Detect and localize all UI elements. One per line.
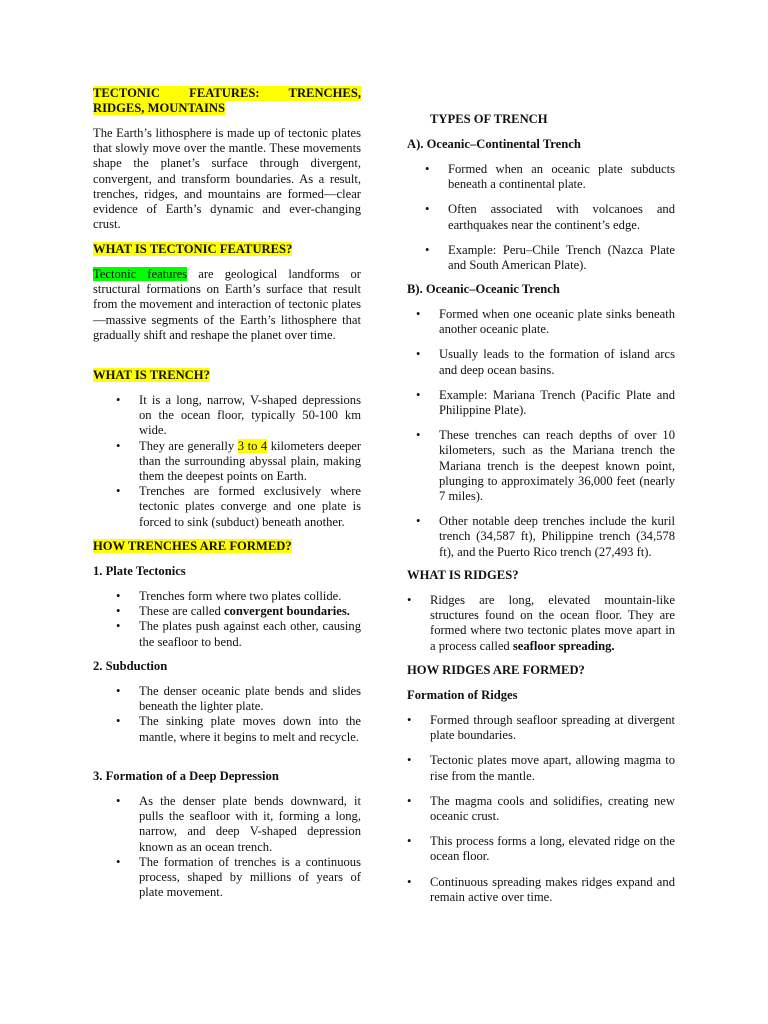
list-item: • Example: Peru–Chile Trench (Nazca Plate and South American Plate). (407, 243, 675, 273)
document-title (93, 86, 361, 116)
list-item (407, 593, 675, 654)
subheading-formation-of-ridges: Formation of Ridges (407, 688, 518, 702)
list-item-text: kilometers deeper than the surrounding abyssal plain, making them the deepest points on Earth. (139, 438, 362, 484)
ridges-list (407, 593, 675, 664)
list-item: • Formed through seafloor spreading at divergent plate boundaries. (407, 713, 675, 743)
heading-ridges: WHAT IS RIDGES? (407, 568, 519, 582)
heading-how-trenches (93, 539, 292, 554)
heading-tectonic-features (93, 242, 292, 257)
subduction-list (93, 684, 361, 745)
list-item: • Other notable deep trenches include the kuril trench (34,587 ft), Philippine trench (34,578 ft), and the Puerto Rico trench (27,493 ft). (407, 514, 675, 560)
list-item: • The sinking plate moves down into the mantle, where it begins to melt and recycle. (93, 714, 361, 744)
list-item (93, 604, 361, 619)
list-item: • Formed when one oceanic plate sinks beneath another oceanic plate. (407, 307, 675, 337)
list-item: • This process forms a long, elevated ridge on the ocean floor. (407, 834, 675, 864)
bold-term: convergent boundaries. (223, 604, 350, 619)
oceanic-continental-list (407, 162, 675, 283)
list-item: • The formation of trenches is a continuous process, shaped by millions of years of plate movement. (93, 855, 361, 901)
list-item-text: Ridges are long, elevated mountain-like structures found on the ocean floor. They are formed where two tectonic plates move apart in a process called (430, 593, 675, 653)
list-item: • Tectonic plates move apart, allowing magma to rise from the mantle. (407, 753, 675, 783)
title-line-2: RIDGES, MOUNTAINS (93, 101, 226, 116)
list-item: • Example: Mariana Trench (Pacific Plate and Philippine Plate). (407, 388, 675, 418)
subheading-oceanic-continental: A). Oceanic–Continental Trench (407, 137, 581, 151)
subheading-plate-tectonics: 1. Plate Tectonics (93, 564, 186, 578)
bold-term: seafloor spreading. (512, 638, 615, 653)
features-definition: are geological landforms or structural formations on Earth’s surface that result from the movement and interaction of tectonic plates—massive segments of the Earth’s lithosphere that gradually shift and reshape the planet over time. (93, 267, 361, 342)
list-item: • Trenches are formed exclusively where tectonic plates converge and one plate is forced to sink (subduct) beneath another. (93, 484, 361, 530)
list-item: • Formed when an oceanic plate subducts beneath a continental plate. (407, 162, 675, 192)
plate-tectonics-list (93, 589, 361, 650)
heading-how-ridges: HOW RIDGES ARE FORMED? (407, 663, 585, 677)
title-line-1: TECTONIC FEATURES: TRENCHES, (93, 86, 361, 100)
list-item: • These trenches can reach depths of over 10 kilometers, such as the Mariana trench the Mariana trench is the deepest known point, plunging to approximately 36,000 feet (nearly 7 miles). (407, 428, 675, 504)
deep-depression-list (93, 794, 361, 900)
heading-types-of-trench: TYPES OF TRENCH (430, 112, 548, 126)
formation-list (407, 713, 675, 915)
trench-list (93, 393, 361, 530)
list-item: • The magma cools and solidifies, creating new oceanic crust. (407, 794, 675, 824)
features-term: Tectonic features (93, 267, 188, 281)
list-item-text: They are generally (139, 438, 238, 453)
subheading-deep-depression: 3. Formation of a Deep Depression (93, 769, 279, 783)
oceanic-oceanic-list (407, 307, 675, 570)
subheading-oceanic-oceanic: B). Oceanic–Oceanic Trench (407, 282, 560, 296)
list-item: • Continuous spreading makes ridges expand and remain active over time. (407, 875, 675, 905)
list-item: • As the denser plate bends downward, it pulls the seafloor with it, forming a long, narrow, and deep V-shaped depression known as an ocean trench. (93, 794, 361, 855)
list-item: • Often associated with volcanoes and earthquakes near the continent’s edge. (407, 202, 675, 232)
list-item: • The plates push against each other, causing the seafloor to bend. (93, 619, 361, 649)
list-item: • The denser oceanic plate bends and slides beneath the lighter plate. (93, 684, 361, 714)
intro-paragraph: The Earth’s lithosphere is made up of tectonic plates that slowly move over the mantle. These movements shape the planet’s surface through divergent, convergent, and transform boundaries. As a result, trenches, ridges, and mountains are formed—clear evidence of Earth’s dynamic and ever-changing crust. (93, 126, 361, 232)
features-paragraph (93, 267, 361, 343)
list-item (93, 439, 361, 485)
highlight-depth: 3 to 4 (237, 438, 268, 453)
heading-trench-text: WHAT IS TRENCH? (93, 368, 210, 382)
subheading-subduction: 2. Subduction (93, 659, 168, 673)
heading-trench (93, 368, 210, 383)
list-item: • Trenches form where two plates collide. (93, 589, 361, 604)
list-item-text: These are called (139, 604, 224, 619)
heading-tectonic-features-text: WHAT IS TECTONIC FEATURES? (93, 242, 293, 256)
list-item: • Usually leads to the formation of island arcs and deep ocean basins. (407, 347, 675, 377)
list-item: • It is a long, narrow, V-shaped depressions on the ocean floor, typically 50-100 km wide. (93, 393, 361, 439)
heading-how-trenches-text: HOW TRENCHES ARE FORMED? (93, 539, 292, 553)
